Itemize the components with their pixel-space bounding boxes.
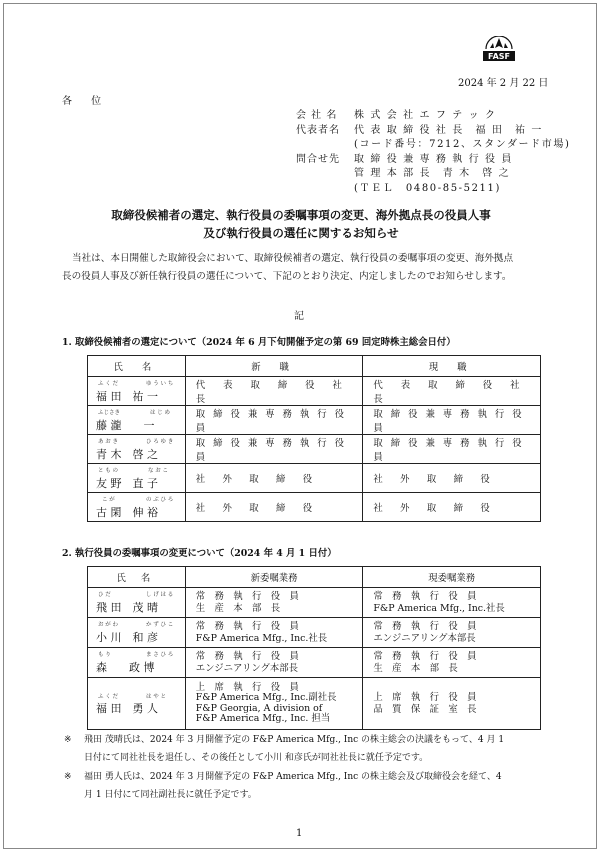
duty-line: F&P America Mfg., Inc.副社長 (195, 692, 337, 703)
person-name: 小 川 和 彦 (96, 631, 158, 644)
header-name: 氏 名 (88, 567, 186, 588)
sender-key: 問合せ先 (296, 153, 340, 165)
duty-line: F&P Georgia, A division of (195, 702, 323, 714)
new-position: 社 外 取 締 役 (185, 493, 363, 522)
new-duties (185, 618, 363, 648)
fasf-logo (480, 36, 518, 64)
intro-line-2: 長の役員人事及び新任執行役員の選任について、下記のとおり決定、内定しましたのでお知らせします。 (62, 271, 512, 282)
sender-key (296, 182, 354, 197)
person-name: 森 政 博 (96, 661, 155, 674)
header-new-duties: 新委嘱業務 (185, 567, 363, 588)
current-duties (363, 618, 541, 648)
note-line: 飛田 茂晴氏は、2024 年 3 月開催予定の F&P America Mfg., Inc の株主総会の決議をもって、4 月 1 (84, 735, 505, 745)
section-1-heading: 1. 取締役候補者の選定について（2024 年 6 月下旬開催予定の第 69 回定時株主総会日付） (62, 337, 456, 348)
ruby-given: か ず ひ こ (146, 622, 174, 628)
ruby-surname: ふじさき (98, 410, 121, 416)
sender-value: (コード番号：7212、スタンダード市場) (354, 139, 571, 150)
sender-value: (ＴＥＬ 0480-85-5211) (354, 182, 501, 194)
current-position: 代 表 取 締 役 社 長 (363, 377, 541, 406)
title-line-2: 及び執行役員の選任に関するお知らせ (203, 226, 399, 240)
ruby-surname: と も の (98, 468, 118, 474)
release-date: 2024 年 2 月 22 日 (458, 78, 549, 89)
person-name: 青 木 啓 之 (96, 448, 158, 461)
person-name: 友 野 直 子 (96, 477, 158, 490)
officer-duties-table (87, 566, 541, 730)
duty-line: エンジニアリング本部長 (195, 662, 299, 674)
note-line: 福田 勇人氏は、2024 年 3 月開催予定の F&P America Mfg., Inc の株主総会及び取締役会を経て、4 (84, 772, 502, 782)
header-current-position: 現 職 (363, 356, 541, 377)
ruby-surname: お が わ (98, 622, 118, 628)
ruby-surname: も り (98, 652, 111, 658)
sender-key (296, 167, 354, 182)
current-position: 社 外 取 締 役 (363, 464, 541, 493)
sender-value: 取 締 役 兼 専 務 執 行 役 員 (354, 153, 514, 165)
current-duties (363, 678, 541, 730)
sender-value: 管 理 本 部 長 青 木 啓 之 (354, 168, 511, 179)
new-position: 取 締 役 兼 専 務 執 行 役 員 (185, 435, 363, 464)
table-row (88, 435, 541, 464)
page-number: 1 (296, 828, 303, 839)
person-name: 福 田 祐 一 (96, 390, 158, 403)
duty-line: 生 産 本 部 長 (373, 662, 458, 674)
ruby-given: し げ は る (146, 592, 174, 598)
header-name: 氏 名 (88, 356, 186, 377)
ruby-surname: ひ だ (98, 592, 111, 598)
current-duties (363, 588, 541, 618)
current-position: 取 締 役 兼 専 務 執 行 役 員 (363, 406, 541, 435)
duty-line: 上 席 執 行 役 員 (373, 691, 477, 703)
ki-heading: 記 (294, 311, 304, 322)
name-cell (88, 464, 186, 493)
duty-line: 上 席 執 行 役 員 (195, 681, 299, 693)
table-header-row (88, 356, 541, 377)
note-line: 日付にて同社社長を退任し、その後任として小川 和彦氏が同社社長に就任予定です。 (84, 753, 429, 763)
ruby-given: の ぶ ひ ろ (146, 497, 174, 503)
duty-line: F&P America Mfg., Inc.社長 (195, 632, 328, 644)
sender-key: 会 社 名 (296, 110, 338, 121)
current-duties (363, 648, 541, 678)
sender-key: 代表者名 (296, 124, 340, 136)
addressee: 各 位 (62, 96, 110, 107)
note-mark: ※ (64, 735, 72, 745)
duty-line: 常 務 執 行 役 員 (195, 590, 299, 602)
person-name: 飛 田 茂 晴 (96, 601, 158, 614)
ruby-given: ひ ろ ゆ き (146, 439, 174, 445)
duty-line: 常 務 執 行 役 員 (195, 650, 299, 662)
sender-value: 株 式 会 社 エ フ テ ッ ク (354, 110, 497, 121)
ruby-given: は じ め (150, 410, 170, 416)
name-cell (88, 588, 186, 618)
person-name: 古 閑 伸 裕 (96, 506, 158, 519)
duty-line: 常 務 執 行 役 員 (195, 620, 299, 632)
person-name: 福 田 勇 人 (96, 702, 158, 715)
ruby-given: な お こ (148, 468, 168, 474)
ruby-surname: あ お き (98, 439, 118, 445)
sender-value: 代 表 取 締 役 社 長 福 田 祐 一 (354, 124, 544, 136)
table-row (88, 588, 541, 618)
sender-block (296, 109, 570, 196)
duty-line: 常 務 執 行 役 員 (373, 650, 477, 662)
new-duties (185, 678, 363, 730)
ruby-surname: ふ く だ (98, 694, 118, 700)
svg-text:FASF: FASF (488, 52, 510, 61)
note-line: 月 1 日付にて同社副社長に就任予定です。 (84, 790, 257, 800)
new-position: 取 締 役 兼 専 務 執 行 役 員 (185, 406, 363, 435)
name-cell (88, 435, 186, 464)
duty-line: 品 質 保 証 室 長 (373, 703, 477, 715)
note-2 (64, 768, 544, 804)
note-mark: ※ (64, 772, 72, 782)
table-row (88, 464, 541, 493)
header-new-position: 新 職 (185, 356, 363, 377)
new-duties (185, 648, 363, 678)
table-header-row (88, 567, 541, 588)
header-current-duties: 現委嘱業務 (363, 567, 541, 588)
new-position: 社 外 取 締 役 (185, 464, 363, 493)
name-cell (88, 618, 186, 648)
name-cell (88, 406, 186, 435)
name-cell (88, 493, 186, 522)
person-name: 藤 瀧 一 (96, 419, 155, 432)
section-2-heading: 2. 執行役員の委嘱事項の変更について（2024 年 4 月 1 日付） (62, 548, 337, 559)
ruby-surname: ふ く だ (98, 381, 118, 387)
ruby-given: ゆ う い ち (146, 381, 174, 387)
name-cell (88, 678, 186, 730)
duty-line: 生 産 本 部 長 (195, 602, 281, 614)
duty-line: F&P America Mfg., Inc.社長 (373, 602, 505, 614)
new-position: 代 表 取 締 役 社 長 (185, 377, 363, 406)
table-row (88, 678, 541, 730)
sender-key (296, 138, 354, 153)
table-row (88, 648, 541, 678)
title-line-1: 取締役候補者の選定、執行役員の委嘱事項の変更、海外拠点長の役員人事 (111, 208, 491, 222)
name-cell (88, 648, 186, 678)
duty-line: 常 務 執 行 役 員 (373, 590, 477, 602)
ruby-given: は や と (146, 694, 166, 700)
table-row (88, 618, 541, 648)
note-1 (64, 731, 544, 767)
current-position: 社 外 取 締 役 (363, 493, 541, 522)
intro-text (62, 250, 542, 286)
table-row (88, 493, 541, 522)
name-cell (88, 377, 186, 406)
current-position: 取 締 役 兼 専 務 執 行 役 員 (363, 435, 541, 464)
table-row (88, 406, 541, 435)
intro-line-1: 当社は、本日開催した取締役会において、取締役候補者の選定、執行役員の委嘱事項の変更、海外拠点 (72, 253, 514, 264)
duty-line: エンジニアリング本部長 (373, 632, 476, 644)
director-candidates-table (87, 355, 541, 522)
ruby-surname: こ が (102, 497, 115, 503)
table-row (88, 377, 541, 406)
ruby-given: ま さ ひ ろ (146, 652, 174, 658)
duty-line: 常 務 執 行 役 員 (373, 620, 477, 632)
duty-line: F&P America Mfg., Inc. 担当 (195, 713, 331, 724)
new-duties (185, 588, 363, 618)
